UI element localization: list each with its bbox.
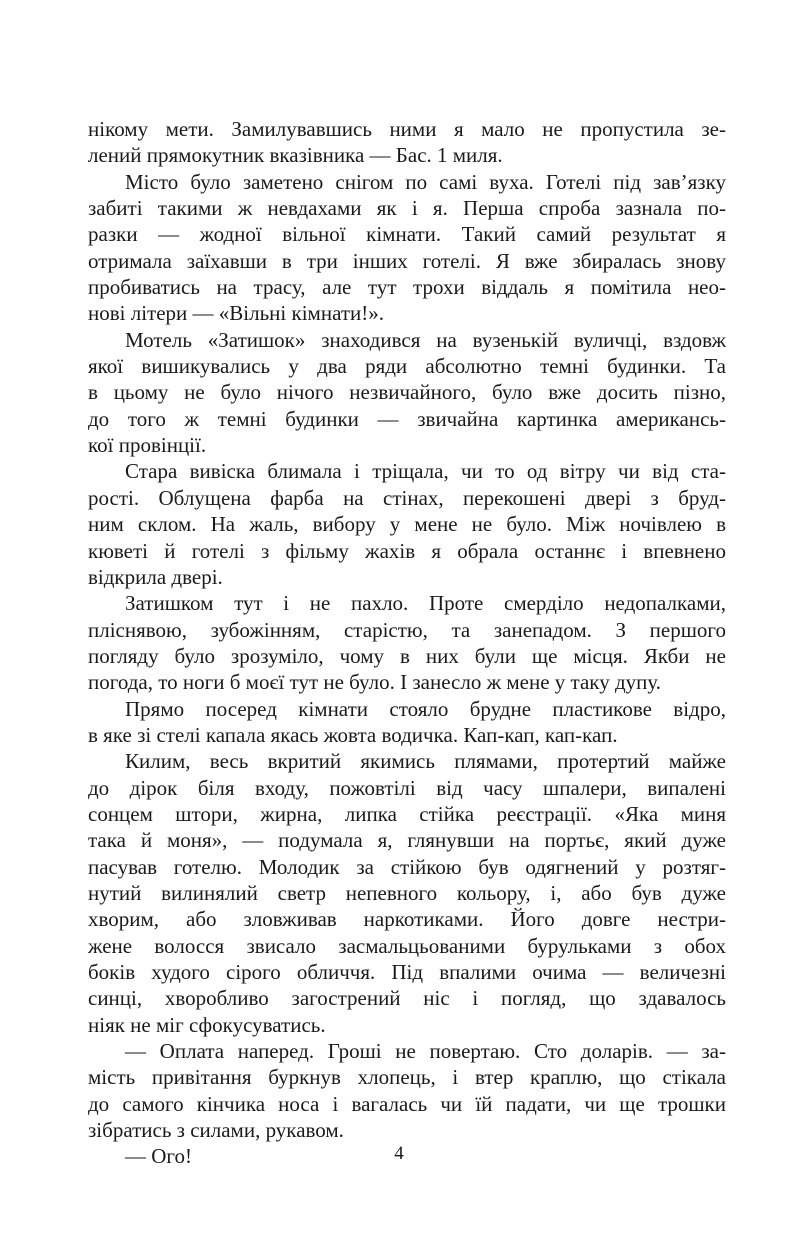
text-line: Затишком тут і не пахло. Проте смерділо недопалками, <box>125 591 726 616</box>
text-line: забиті такими ж невдахами як і я. Перша спроба зазнала по- <box>88 196 726 221</box>
text-line: ним склом. На жаль, вибору у мене не було. Між ночівлею в <box>88 512 726 537</box>
paragraph <box>88 748 726 1038</box>
text-line: погода, то ноги б моєї тут не було. І занесло ж мене у таку дупу. <box>88 670 662 695</box>
text-line: пасував готелю. Молодик за стійкою був одягнений у розтяг- <box>88 854 726 879</box>
text-line: в цьому не було нічого незвичайного, було вже досить пізно, <box>88 380 726 405</box>
text-line: жене волосся звисало засмальцьованими бурульками з обох <box>88 933 726 958</box>
text-line: відкрила двері. <box>88 564 223 589</box>
page-number: 4 <box>394 1143 404 1164</box>
text-line: боків худого сірого обличчя. Під впалими очима — величезні <box>88 960 726 984</box>
body-text <box>88 116 726 1170</box>
text-line: синці, хворобливо загострений ніс і погляд, що здавалось <box>88 986 726 1011</box>
text-line: лений прямокутник вказівника — Бас. 1 миля. <box>88 143 503 168</box>
text-line: зібратись з силами, рукавом. <box>88 1118 344 1143</box>
paragraph <box>88 116 726 169</box>
text-line: в яке зі стелі капала якась жовта водичка. Кап-кап, кап-кап. <box>88 722 618 747</box>
text-line: Стара вивіска блимала і тріщала, чи то од вітру чи від ста- <box>125 459 726 484</box>
text-line: рості. Облущена фарба на стінах, перекошені двері з бруд- <box>88 485 726 510</box>
paragraph <box>88 458 726 590</box>
text-line: — Ого! <box>125 1144 192 1169</box>
text-line: сонцем штори, жирна, липка стійка реєстрації. «Яка миня <box>88 801 726 826</box>
paragraph <box>88 327 726 459</box>
text-line: Килим, весь вкритий якимись плямами, протертий майже <box>125 749 726 774</box>
paragraph <box>88 590 726 695</box>
text-line: ніяк не міг сфокусуватись. <box>88 1012 326 1037</box>
text-line: Місто було заметено снігом по самі вуха. Готелі під зав’язку <box>125 169 726 194</box>
paragraph <box>88 696 726 749</box>
text-line: кої провінції. <box>88 433 207 458</box>
text-line: Прямо посеред кімнати стояло брудне пластикове відро, <box>125 696 726 721</box>
text-line: до того ж темні будинки — звичайна картинка американсь- <box>88 406 726 431</box>
text-line: пліснявою, зубожінням, старістю, та занепадом. З першого <box>88 617 726 642</box>
text-line: разки — жодної вільної кімнати. Такий самий результат я <box>88 222 726 247</box>
text-line: якої вишикувались у два ряди абсолютно темні будинки. Та <box>88 354 726 379</box>
text-line: до самого кінчика носа і вагалась чи їй падати, чи ще трошки <box>88 1091 726 1116</box>
text-line: нутий вилинялий светр непевного кольору, і, або був дуже <box>88 880 726 905</box>
text-line: погляду було зрозуміло, чому в них були ще місця. Якби не <box>88 643 726 668</box>
text-line: нові літери — «Вільні кімнати!». <box>88 301 385 326</box>
text-line: нікому мети. Замилувавшись ними я мало не пропустила зе- <box>88 117 726 141</box>
text-line: отримала заїхавши в три інших готелі. Я вже збиралась знову <box>88 248 726 273</box>
text-line: Мотель «Затишок» знаходився на вузенькій вуличці, вздовж <box>125 327 726 352</box>
paragraph <box>88 169 726 327</box>
text-line: мість привітання буркнув хлопець, і втер краплю, що стікала <box>88 1065 726 1090</box>
text-line: хворим, або зловживав наркотиками. Його довге нестри- <box>88 907 726 932</box>
text-line: до дірок біля входу, пожовтілі від часу шпалери, випалені <box>88 775 726 800</box>
paragraph <box>88 1038 726 1143</box>
text-line: — Оплата наперед. Гроші не повертаю. Сто доларів. — за- <box>125 1039 726 1064</box>
text-line: пробиватись на трасу, але тут трохи віддаль я помітила нео- <box>88 275 726 300</box>
text-line: кюветі й готелі з фільму жахів я обрала останнє і впевнено <box>88 538 726 563</box>
text-line: така й моня», — подумала я, глянувши на портьє, який дуже <box>88 828 726 853</box>
